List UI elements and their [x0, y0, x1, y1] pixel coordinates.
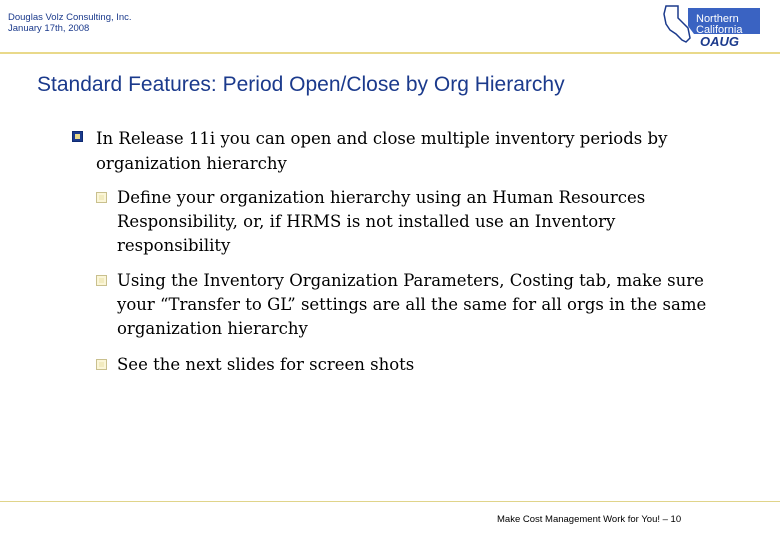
bullet-square-icon [72, 131, 83, 142]
company-name: Douglas Volz Consulting, Inc. [8, 12, 132, 23]
sub-bullet-text: Define your organization hierarchy using an Human Resources Responsibility, or, if HRMS is not installed use an Inventory responsibility [117, 188, 646, 255]
header-info [8, 12, 132, 34]
sub-bullet-square-icon [96, 359, 107, 370]
sub-bullet-square-icon [96, 192, 107, 203]
main-bullet-text: In Release 11i you can open and close multiple inventory periods by organization hierarchy [96, 129, 668, 173]
logo-line-northern: Northern [696, 13, 739, 25]
sub-bullet-square-icon [96, 275, 107, 286]
sub-bullet-text: See the next slides for screen shots [117, 355, 415, 374]
sub-bullet-text: Using the Inventory Organization Parameters, Costing tab, make sure your “Transfer to GL” settings are all the same for all orgs in the same organization hierarchy [117, 271, 707, 338]
slide-title: Standard Features: Period Open/Close by Org Hierarchy [37, 73, 565, 96]
footer-divider [0, 501, 780, 502]
logo-brand-oaug: OAUG [700, 34, 739, 49]
oaug-logo [660, 4, 772, 48]
footer-caption: Make Cost Management Work for You! – 10 [497, 514, 682, 525]
logo-line-california: California [696, 24, 743, 36]
header-divider [0, 52, 780, 54]
presentation-date: January 17th, 2008 [8, 23, 90, 34]
